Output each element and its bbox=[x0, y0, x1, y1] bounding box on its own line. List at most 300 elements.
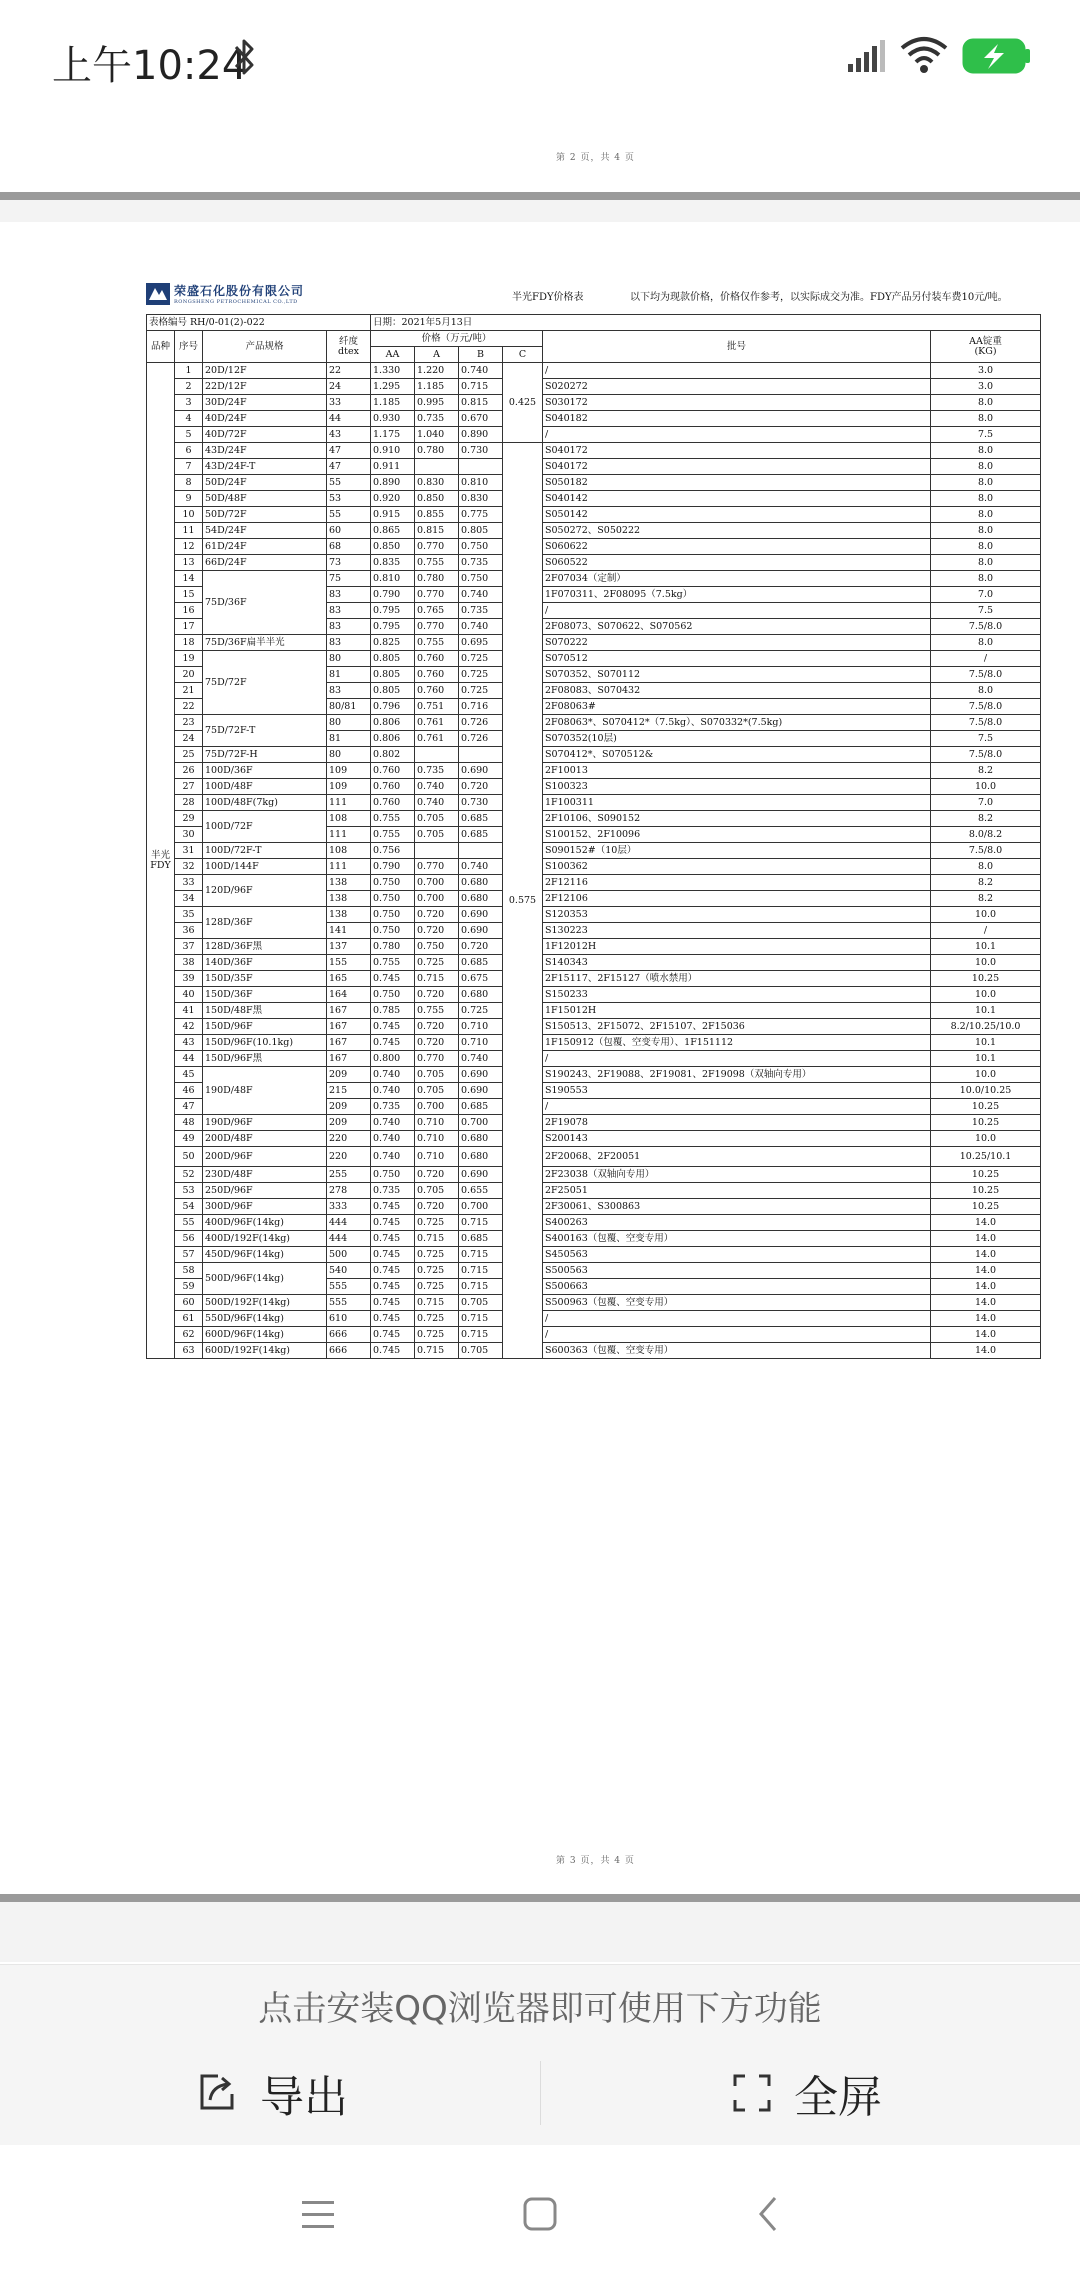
header-a: A bbox=[415, 347, 459, 363]
price-a-cell: 0.751 bbox=[415, 699, 459, 715]
price-aa-cell: 0.745 bbox=[371, 1231, 415, 1247]
document-note: 以下均为现款价格，价格仅作参考，以实际成交为准。FDY产品另付装车费10元/吨。 bbox=[630, 292, 1008, 303]
weight-cell: 7.5/8.0 bbox=[931, 747, 1041, 763]
back-button[interactable] bbox=[736, 2182, 800, 2246]
seq-cell: 14 bbox=[175, 571, 203, 587]
price-b-cell: 0.725 bbox=[459, 667, 503, 683]
category-line2: FDY bbox=[150, 859, 171, 871]
price-aa-cell: 0.735 bbox=[371, 1183, 415, 1199]
spec-cell: 75D/36F bbox=[203, 571, 327, 635]
weight-cell: 8.0 bbox=[931, 635, 1041, 651]
seq-cell: 35 bbox=[175, 907, 203, 923]
price-a-cell: 0.770 bbox=[415, 587, 459, 603]
seq-cell: 25 bbox=[175, 747, 203, 763]
dtex-cell: 540 bbox=[327, 1263, 371, 1279]
price-aa-cell: 0.785 bbox=[371, 1003, 415, 1019]
weight-cell: 7.5/8.0 bbox=[931, 715, 1041, 731]
batch-cell: / bbox=[543, 427, 931, 443]
weight-cell: 8.0 bbox=[931, 523, 1041, 539]
spec-cell: 40D/24F bbox=[203, 411, 327, 427]
batch-cell: S500563 bbox=[543, 1263, 931, 1279]
price-a-cell bbox=[415, 843, 459, 859]
weight-cell: 8.0 bbox=[931, 555, 1041, 571]
price-a-cell: 0.705 bbox=[415, 1083, 459, 1099]
seq-cell: 48 bbox=[175, 1115, 203, 1131]
header-weight-line1: AA锭重 bbox=[969, 336, 1002, 347]
weight-cell: 8.0 bbox=[931, 683, 1041, 699]
seq-cell: 57 bbox=[175, 1247, 203, 1263]
price-aa-cell: 0.740 bbox=[371, 1083, 415, 1099]
price-aa-cell: 0.745 bbox=[371, 1295, 415, 1311]
seq-cell: 40 bbox=[175, 987, 203, 1003]
price-b-cell: 0.700 bbox=[459, 1199, 503, 1215]
price-b-cell: 0.740 bbox=[459, 587, 503, 603]
spec-cell: 250D/96F bbox=[203, 1183, 327, 1199]
batch-cell: S100362 bbox=[543, 859, 931, 875]
batch-cell: S070222 bbox=[543, 635, 931, 651]
batch-cell: 2F12106 bbox=[543, 891, 931, 907]
price-b-cell: 0.690 bbox=[459, 1067, 503, 1083]
price-b-cell: 0.735 bbox=[459, 555, 503, 571]
dtex-cell: 108 bbox=[327, 811, 371, 827]
spec-cell: 150D/48F黑 bbox=[203, 1003, 327, 1019]
weight-cell: 14.0 bbox=[931, 1343, 1041, 1359]
company-name: 荣盛石化股份有限公司 bbox=[174, 284, 305, 298]
batch-cell: S130223 bbox=[543, 923, 931, 939]
weight-cell: 3.0 bbox=[931, 363, 1041, 379]
table-row bbox=[147, 1231, 1041, 1247]
price-a-cell: 0.705 bbox=[415, 811, 459, 827]
price-a-cell: 0.855 bbox=[415, 507, 459, 523]
price-b-cell: 0.725 bbox=[459, 1003, 503, 1019]
weight-cell: 10.25 bbox=[931, 1115, 1041, 1131]
price-a-cell: 0.705 bbox=[415, 1183, 459, 1199]
weight-cell: 10.0 bbox=[931, 987, 1041, 1003]
page-separator bbox=[0, 1894, 1080, 1902]
weight-cell: 10.1 bbox=[931, 1003, 1041, 1019]
price-a-cell: 0.755 bbox=[415, 635, 459, 651]
batch-cell: / bbox=[543, 1311, 931, 1327]
dtex-cell: 555 bbox=[327, 1295, 371, 1311]
document-date: 日期：2021年5月13日 bbox=[371, 315, 1041, 331]
dtex-cell: 500 bbox=[327, 1247, 371, 1263]
weight-cell: 10.1 bbox=[931, 1035, 1041, 1051]
batch-cell: / bbox=[543, 1051, 931, 1067]
price-b-cell: 0.685 bbox=[459, 1231, 503, 1247]
price-a-cell: 0.725 bbox=[415, 1247, 459, 1263]
table-row bbox=[147, 1067, 1041, 1083]
price-aa-cell: 0.750 bbox=[371, 1167, 415, 1183]
dtex-cell: 24 bbox=[327, 379, 371, 395]
header-spec: 产品规格 bbox=[203, 331, 327, 363]
batch-cell: S090152#（10层） bbox=[543, 843, 931, 859]
batch-cell: 2F08073、S070622、S070562 bbox=[543, 619, 931, 635]
table-row bbox=[147, 395, 1041, 411]
dtex-cell: 81 bbox=[327, 667, 371, 683]
dtex-cell: 138 bbox=[327, 875, 371, 891]
price-aa-cell: 0.750 bbox=[371, 907, 415, 923]
bluetooth-icon bbox=[232, 36, 256, 78]
batch-cell: 2F25051 bbox=[543, 1183, 931, 1199]
batch-cell: S600363（包覆、空变专用） bbox=[543, 1343, 931, 1359]
header-dtex-line1: 纤度 bbox=[338, 336, 358, 347]
dtex-cell: 83 bbox=[327, 587, 371, 603]
seq-cell: 61 bbox=[175, 1311, 203, 1327]
price-a-cell: 0.720 bbox=[415, 987, 459, 1003]
weight-cell: 8.2 bbox=[931, 811, 1041, 827]
dtex-cell: 333 bbox=[327, 1199, 371, 1215]
dtex-cell: 47 bbox=[327, 443, 371, 459]
form-number: 表格编号 RH/0-01(2)-022 bbox=[147, 315, 371, 331]
table-row bbox=[147, 1199, 1041, 1215]
dtex-cell: 155 bbox=[327, 955, 371, 971]
spec-cell: 450D/96F(14kg) bbox=[203, 1247, 327, 1263]
table-row bbox=[147, 475, 1041, 491]
batch-cell: 1F15012H bbox=[543, 1003, 931, 1019]
batch-cell: S020272 bbox=[543, 379, 931, 395]
header-c: C bbox=[503, 347, 543, 363]
dtex-cell: 555 bbox=[327, 1279, 371, 1295]
spec-cell: 50D/24F bbox=[203, 475, 327, 491]
price-aa-cell: 0.740 bbox=[371, 1115, 415, 1131]
wifi-icon bbox=[900, 36, 948, 74]
price-aa-cell: 0.790 bbox=[371, 859, 415, 875]
price-a-cell: 0.750 bbox=[415, 939, 459, 955]
price-a-cell: 0.761 bbox=[415, 715, 459, 731]
price-a-cell: 0.700 bbox=[415, 1099, 459, 1115]
table-row bbox=[147, 1115, 1041, 1131]
seq-cell: 43 bbox=[175, 1035, 203, 1051]
price-aa-cell: 0.760 bbox=[371, 795, 415, 811]
seq-cell: 22 bbox=[175, 699, 203, 715]
table-row bbox=[147, 363, 1041, 379]
weight-cell: 14.0 bbox=[931, 1231, 1041, 1247]
dtex-cell: 80 bbox=[327, 747, 371, 763]
dtex-cell: 80/81 bbox=[327, 699, 371, 715]
weight-cell: 8.2 bbox=[931, 875, 1041, 891]
batch-cell: 2F12116 bbox=[543, 875, 931, 891]
dtex-cell: 111 bbox=[327, 859, 371, 875]
seq-cell: 7 bbox=[175, 459, 203, 475]
table-row bbox=[147, 859, 1041, 875]
spec-cell: 61D/24F bbox=[203, 539, 327, 555]
spec-cell: 100D/36F bbox=[203, 763, 327, 779]
price-aa-cell: 0.915 bbox=[371, 507, 415, 523]
price-aa-cell: 0.796 bbox=[371, 699, 415, 715]
category-line1: 半光 bbox=[150, 850, 170, 861]
spec-cell: 150D/96F bbox=[203, 1019, 327, 1035]
price-c-cell: 0.575 bbox=[503, 443, 543, 1359]
status-bar bbox=[0, 0, 1080, 118]
price-a-cell: 0.710 bbox=[415, 1131, 459, 1147]
price-a-cell: 0.720 bbox=[415, 1035, 459, 1051]
weight-cell: 7.5/8.0 bbox=[931, 699, 1041, 715]
fullscreen-button[interactable] bbox=[726, 2057, 888, 2129]
price-aa-cell: 0.805 bbox=[371, 683, 415, 699]
price-a-cell: 0.850 bbox=[415, 491, 459, 507]
seq-cell: 17 bbox=[175, 619, 203, 635]
price-b-cell: 0.726 bbox=[459, 715, 503, 731]
dtex-cell: 167 bbox=[327, 1035, 371, 1051]
spec-cell: 75D/72F bbox=[203, 651, 327, 715]
price-aa-cell: 0.760 bbox=[371, 779, 415, 795]
spec-cell: 75D/72F-H bbox=[203, 747, 327, 763]
header-seq: 序号 bbox=[175, 331, 203, 363]
weight-cell: 7.5 bbox=[931, 427, 1041, 443]
dtex-cell: 55 bbox=[327, 475, 371, 491]
price-aa-cell: 0.745 bbox=[371, 1311, 415, 1327]
price-b-cell: 0.715 bbox=[459, 1311, 503, 1327]
price-aa-cell: 0.760 bbox=[371, 763, 415, 779]
header-weight bbox=[931, 331, 1041, 363]
price-a-cell bbox=[415, 459, 459, 475]
price-aa-cell: 0.930 bbox=[371, 411, 415, 427]
table-row bbox=[147, 635, 1041, 651]
page-number-label: 第 3 页，共 4 页 bbox=[556, 1856, 635, 1866]
price-a-cell: 0.755 bbox=[415, 1003, 459, 1019]
spec-cell: 50D/48F bbox=[203, 491, 327, 507]
seq-cell: 60 bbox=[175, 1295, 203, 1311]
spec-cell: 100D/72F bbox=[203, 811, 327, 843]
dtex-cell: 610 bbox=[327, 1311, 371, 1327]
weight-cell: 10.0 bbox=[931, 907, 1041, 923]
price-a-cell: 0.720 bbox=[415, 1019, 459, 1035]
price-b-cell bbox=[459, 747, 503, 763]
dtex-cell: 141 bbox=[327, 923, 371, 939]
price-b-cell: 0.690 bbox=[459, 907, 503, 923]
seq-cell: 11 bbox=[175, 523, 203, 539]
dtex-cell: 81 bbox=[327, 731, 371, 747]
spec-cell: 600D/192F(14kg) bbox=[203, 1343, 327, 1359]
price-b-cell: 0.715 bbox=[459, 1263, 503, 1279]
dtex-cell: 167 bbox=[327, 1019, 371, 1035]
home-button[interactable] bbox=[508, 2182, 572, 2246]
price-a-cell: 0.725 bbox=[415, 1215, 459, 1231]
table-row bbox=[147, 443, 1041, 459]
dtex-cell: 167 bbox=[327, 1003, 371, 1019]
batch-cell: S070512 bbox=[543, 651, 931, 667]
price-a-cell: 0.700 bbox=[415, 875, 459, 891]
price-b-cell: 0.685 bbox=[459, 1099, 503, 1115]
weight-cell: 7.5/8.0 bbox=[931, 619, 1041, 635]
table-row bbox=[147, 1003, 1041, 1019]
seq-cell: 55 bbox=[175, 1215, 203, 1231]
seq-cell: 13 bbox=[175, 555, 203, 571]
dtex-cell: 137 bbox=[327, 939, 371, 955]
price-b-cell: 0.680 bbox=[459, 1147, 503, 1167]
home-icon bbox=[522, 2196, 558, 2232]
seq-cell: 15 bbox=[175, 587, 203, 603]
price-b-cell: 0.690 bbox=[459, 1083, 503, 1099]
seq-cell: 45 bbox=[175, 1067, 203, 1083]
dtex-cell: 83 bbox=[327, 619, 371, 635]
table-row bbox=[147, 1167, 1041, 1183]
seq-cell: 2 bbox=[175, 379, 203, 395]
price-aa-cell: 0.750 bbox=[371, 987, 415, 1003]
price-aa-cell: 0.790 bbox=[371, 587, 415, 603]
dtex-cell: 75 bbox=[327, 571, 371, 587]
dtex-cell: 255 bbox=[327, 1167, 371, 1183]
table-row bbox=[147, 379, 1041, 395]
price-b-cell: 0.726 bbox=[459, 731, 503, 747]
price-a-cell: 0.715 bbox=[415, 971, 459, 987]
table-row bbox=[147, 539, 1041, 555]
seq-cell: 18 bbox=[175, 635, 203, 651]
batch-cell: 2F10106、S090152 bbox=[543, 811, 931, 827]
page-gap bbox=[0, 1902, 1080, 1962]
page-separator bbox=[0, 192, 1080, 200]
price-aa-cell: 0.795 bbox=[371, 603, 415, 619]
batch-cell: 2F08063# bbox=[543, 699, 931, 715]
price-aa-cell: 0.745 bbox=[371, 1279, 415, 1295]
spec-cell: 100D/144F bbox=[203, 859, 327, 875]
spec-cell: 200D/96F bbox=[203, 1147, 327, 1167]
price-a-cell: 0.760 bbox=[415, 651, 459, 667]
batch-cell: S500663 bbox=[543, 1279, 931, 1295]
price-a-cell bbox=[415, 747, 459, 763]
seq-cell: 32 bbox=[175, 859, 203, 875]
batch-cell: 2F08083、S070432 bbox=[543, 683, 931, 699]
weight-cell: 8.0 bbox=[931, 491, 1041, 507]
batch-cell: 2F08063*、S070412*（7.5kg）、S070332*(7.5kg) bbox=[543, 715, 931, 731]
price-a-cell: 0.740 bbox=[415, 779, 459, 795]
batch-cell: S050272、S050222 bbox=[543, 523, 931, 539]
spec-cell: 120D/96F bbox=[203, 875, 327, 907]
batch-cell: S060522 bbox=[543, 555, 931, 571]
price-b-cell: 0.805 bbox=[459, 523, 503, 539]
batch-cell: S400163（包覆、空变专用） bbox=[543, 1231, 931, 1247]
batch-cell: S050182 bbox=[543, 475, 931, 491]
price-aa-cell: 0.825 bbox=[371, 635, 415, 651]
price-a-cell: 0.735 bbox=[415, 763, 459, 779]
price-c-cell: 0.425 bbox=[503, 363, 543, 443]
signal-icon bbox=[848, 40, 888, 72]
price-b-cell: 0.890 bbox=[459, 427, 503, 443]
price-b-cell: 0.655 bbox=[459, 1183, 503, 1199]
dtex-cell: 165 bbox=[327, 971, 371, 987]
export-label: 导出 bbox=[260, 2073, 348, 2122]
spec-cell: 200D/48F bbox=[203, 1131, 327, 1147]
table-row bbox=[147, 715, 1041, 731]
spec-cell: 20D/12F bbox=[203, 363, 327, 379]
dtex-cell: 111 bbox=[327, 827, 371, 843]
price-a-cell: 0.705 bbox=[415, 827, 459, 843]
export-button[interactable] bbox=[190, 2057, 354, 2129]
table-row bbox=[147, 523, 1041, 539]
weight-cell: / bbox=[931, 651, 1041, 667]
price-table bbox=[146, 314, 1041, 1359]
dtex-cell: 209 bbox=[327, 1099, 371, 1115]
header-dtex-line2: dtex bbox=[338, 345, 359, 357]
seq-cell: 5 bbox=[175, 427, 203, 443]
table-row bbox=[147, 971, 1041, 987]
weight-cell: / bbox=[931, 923, 1041, 939]
price-a-cell: 0.710 bbox=[415, 1115, 459, 1131]
table-row bbox=[147, 427, 1041, 443]
seq-cell: 38 bbox=[175, 955, 203, 971]
dtex-cell: 111 bbox=[327, 795, 371, 811]
price-b-cell: 0.740 bbox=[459, 859, 503, 875]
dtex-cell: 138 bbox=[327, 891, 371, 907]
price-a-cell: 0.725 bbox=[415, 955, 459, 971]
table-row bbox=[147, 411, 1041, 427]
weight-cell: 14.0 bbox=[931, 1279, 1041, 1295]
weight-cell: 8.0 bbox=[931, 571, 1041, 587]
batch-cell: S500963（包覆、空变专用） bbox=[543, 1295, 931, 1311]
price-a-cell: 0.725 bbox=[415, 1311, 459, 1327]
seq-cell: 10 bbox=[175, 507, 203, 523]
batch-cell: S040172 bbox=[543, 459, 931, 475]
price-a-cell: 1.040 bbox=[415, 427, 459, 443]
table-row bbox=[147, 763, 1041, 779]
seq-cell: 19 bbox=[175, 651, 203, 667]
price-aa-cell: 1.330 bbox=[371, 363, 415, 379]
price-a-cell: 0.755 bbox=[415, 555, 459, 571]
price-a-cell: 0.715 bbox=[415, 1231, 459, 1247]
spec-cell: 75D/72F-T bbox=[203, 715, 327, 747]
seq-cell: 63 bbox=[175, 1343, 203, 1359]
batch-cell: S100152、2F10096 bbox=[543, 827, 931, 843]
weight-cell: 7.5 bbox=[931, 731, 1041, 747]
table-row bbox=[147, 1263, 1041, 1279]
weight-cell: 8.0 bbox=[931, 411, 1041, 427]
dtex-cell: 55 bbox=[327, 507, 371, 523]
batch-cell: S100323 bbox=[543, 779, 931, 795]
seq-cell: 37 bbox=[175, 939, 203, 955]
price-b-cell: 0.715 bbox=[459, 1279, 503, 1295]
dtex-cell: 80 bbox=[327, 651, 371, 667]
seq-cell: 44 bbox=[175, 1051, 203, 1067]
price-a-cell: 0.761 bbox=[415, 731, 459, 747]
price-a-cell: 0.725 bbox=[415, 1263, 459, 1279]
price-a-cell: 0.720 bbox=[415, 1199, 459, 1215]
seq-cell: 49 bbox=[175, 1131, 203, 1147]
price-aa-cell: 0.755 bbox=[371, 811, 415, 827]
install-hint: 点击安装QQ浏览器即可使用下方功能 bbox=[258, 1989, 822, 2029]
weight-cell: 10.25 bbox=[931, 1099, 1041, 1115]
table-row bbox=[147, 1343, 1041, 1359]
price-aa-cell: 0.740 bbox=[371, 1147, 415, 1167]
spec-cell: 550D/96F(14kg) bbox=[203, 1311, 327, 1327]
dtex-cell: 666 bbox=[327, 1343, 371, 1359]
seq-cell: 29 bbox=[175, 811, 203, 827]
weight-cell: 10.0 bbox=[931, 1067, 1041, 1083]
price-b-cell: 0.710 bbox=[459, 1035, 503, 1051]
batch-cell: 1F070311、2F08095（7.5kg） bbox=[543, 587, 931, 603]
price-a-cell: 0.770 bbox=[415, 619, 459, 635]
table-row bbox=[147, 571, 1041, 587]
batch-cell: 2F19078 bbox=[543, 1115, 931, 1131]
price-b-cell: 0.680 bbox=[459, 987, 503, 1003]
price-b-cell: 0.750 bbox=[459, 539, 503, 555]
spec-cell: 22D/12F bbox=[203, 379, 327, 395]
spec-cell: 100D/72F-T bbox=[203, 843, 327, 859]
dtex-cell: 109 bbox=[327, 763, 371, 779]
price-a-cell: 0.995 bbox=[415, 395, 459, 411]
seq-cell: 3 bbox=[175, 395, 203, 411]
spec-cell: 54D/24F bbox=[203, 523, 327, 539]
header-batch: 批号 bbox=[543, 331, 931, 363]
weight-cell: 8.2 bbox=[931, 891, 1041, 907]
weight-cell: 7.0 bbox=[931, 795, 1041, 811]
table-row bbox=[147, 795, 1041, 811]
seq-cell: 28 bbox=[175, 795, 203, 811]
batch-cell: / bbox=[543, 363, 931, 379]
batch-cell: 2F30061、S300863 bbox=[543, 1199, 931, 1215]
menu-button[interactable] bbox=[286, 2182, 350, 2246]
batch-cell: S040182 bbox=[543, 411, 931, 427]
price-a-cell: 0.760 bbox=[415, 667, 459, 683]
